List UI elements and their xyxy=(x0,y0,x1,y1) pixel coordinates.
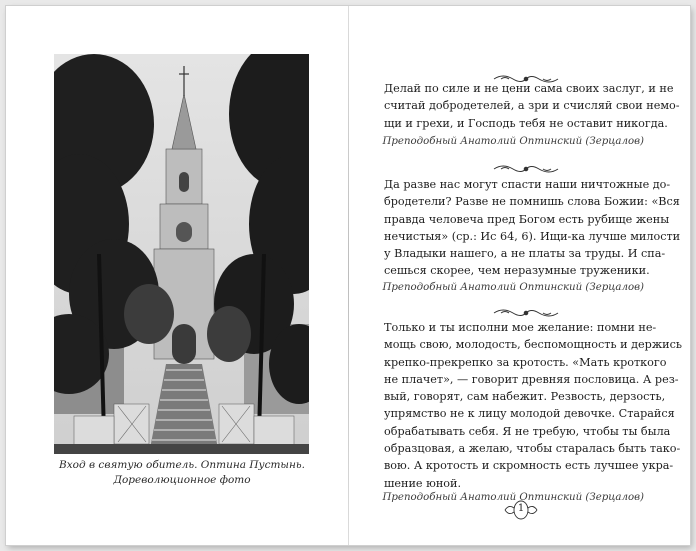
quote-line: щи и грехи, и Господь тебя не оставит никогда. xyxy=(384,116,668,130)
quote-line: считай добродетелей, а зри и счисляй свои немо- xyxy=(384,99,680,113)
quote-line: вый, говорят, сам набежит. Резвость, дерзость, xyxy=(384,390,666,404)
caption-line-2: Дореволюционное фото xyxy=(113,474,251,486)
quote-line: правда человеча пред Богом есть рубище жены xyxy=(384,212,670,226)
quote-line: мощь свою, молодость, беспомощность и держись xyxy=(384,338,682,352)
quote-line: образцовая, а желаю, чтобы старалась быть тако- xyxy=(384,442,681,456)
flourish-ornament-icon xyxy=(491,306,561,320)
quote-1-attribution: Преподобный Анатолий Оптинский (Зерцалов) xyxy=(382,136,644,147)
quote-line: упрямство не к лицу молодой девочке. Старайся xyxy=(384,407,675,421)
quote-line: не плачет», — говорит древняя пословица. А рез- xyxy=(384,372,679,386)
quote-line: вою. А кротость и скромность есть лучшее укра- xyxy=(384,459,674,473)
quote-3 xyxy=(384,319,682,492)
quote-line: Только и ты исполни мое желание: помни не- xyxy=(384,321,657,334)
caption-line-1: Вход в святую обитель. Оптина Пустынь. xyxy=(59,459,305,471)
quote-line: нечистыя» (ср.: Ис 64, 6). Ищи-ка лучше милости xyxy=(384,229,681,243)
quote-line: Делай по силе и не цени сама своих заслуг, и не xyxy=(384,82,674,95)
page-number xyxy=(503,498,539,524)
quote-line: шение юной. xyxy=(384,476,462,490)
flourish-ornament-icon xyxy=(491,162,561,176)
quote-line: бродетели? Разве не помнишь слова Божии: «Вся xyxy=(384,195,680,209)
quote-2 xyxy=(384,176,681,280)
quote-2-attribution: Преподобный Анатолий Оптинский (Зерцалов) xyxy=(382,282,644,293)
book-gutter xyxy=(348,6,349,545)
quote-3-attribution: Преподобный Анатолий Оптинский (Зерцалов) xyxy=(382,492,644,503)
quote-line: крепко-прекрепко за кротость. «Мать кроткого xyxy=(384,355,667,369)
photo-caption xyxy=(36,458,328,488)
quote-line: обрабатывать себя. Я не требую, чтобы ты была xyxy=(384,424,671,438)
quote-line: сешься скорее, чем неразумные труженики. xyxy=(384,264,650,278)
book-spread xyxy=(6,6,690,545)
quote-1 xyxy=(384,80,680,132)
monastery-photo xyxy=(54,54,309,454)
quote-line: у Владыки нашего, а не платы за труды. И спа- xyxy=(384,247,666,261)
page-number-text: 1 xyxy=(517,503,525,514)
quote-line: Да разве нас могут спасти наши ничтожные до- xyxy=(384,178,671,191)
